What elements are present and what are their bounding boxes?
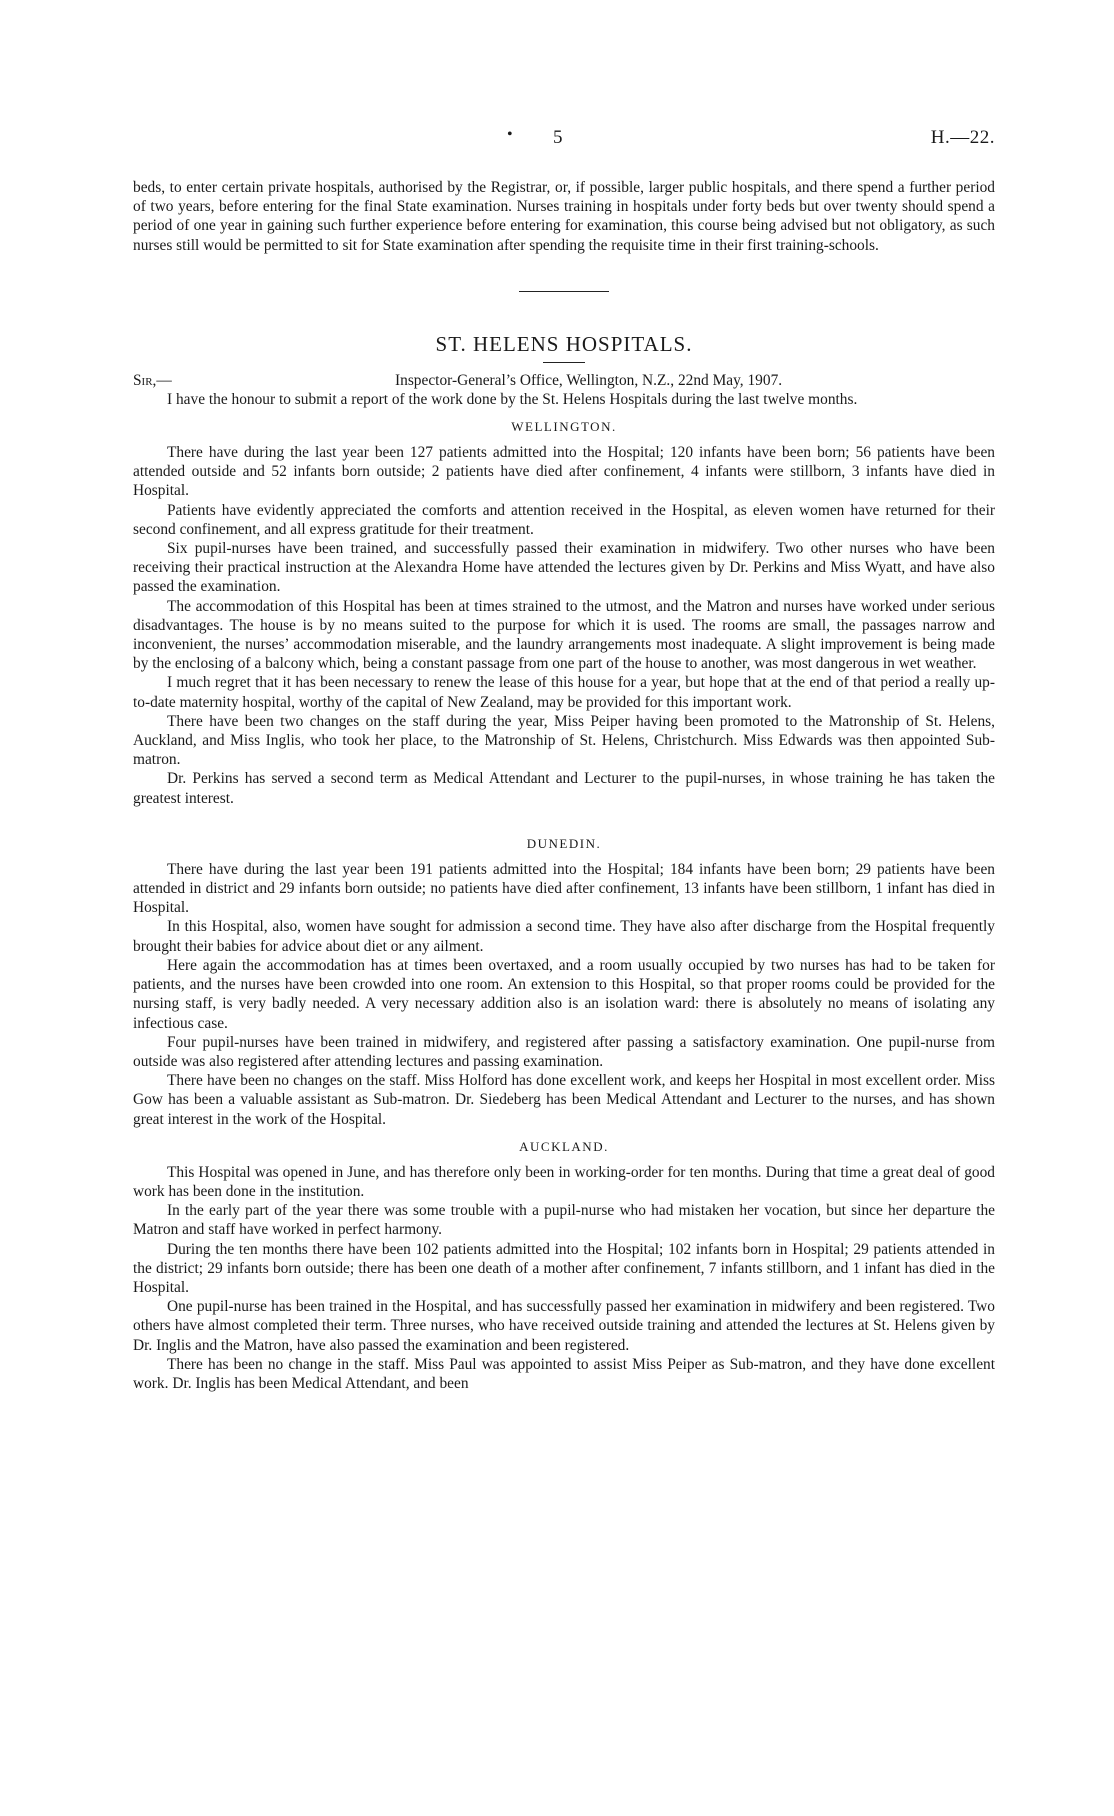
section-title: ST. HELENS HOSPITALS. [435, 331, 693, 356]
dunedin-paragraph: There have during the last year been 191 patients admitted into the Hospital; 184 infants have been born; 29 patients have been attended in district and 29 infants born outside; no patients have died after confinement, 13 infants have been stillborn, 1 infant has died in Hospital. [133, 860, 995, 917]
wellington-paragraph: Dr. Perkins has served a second term as Medical Attendant and Lecturer to the pupil-nurses, in whose training he has taken the greatest interest. [133, 770, 995, 807]
wellington-paragraph: There have during the last year been 127 patients admitted into the Hospital; 120 infants have been born; 56 patients have been attended outside and 52 infants born outside; 2 patients have died after confinement, 4 infants were stillborn, 3 infants have died in Hospital. [133, 444, 995, 500]
dunedin-paragraph: In this Hospital, also, women have sought for admission a second time. They have also after discharge from the Hospital frequently brought their babies for advice about diet or any ailment. [133, 918, 995, 955]
wellington-paragraph: Six pupil-nurses have been trained, and successfully passed their examination in midwifery. Two other nurses who have been receiving their practical instruction at the Alexandra Home have attended the lectures given by Dr. Perkins and Miss Wyatt, and have also passed the examination. [133, 540, 995, 596]
letter-salutation: Sir,— [133, 371, 172, 389]
dunedin-paragraph: Here again the accommodation has at times been overtaxed, and a room usually occupied by two nurses has had to be taken for patients, and the nurses have been crowded into one room. An extension to this Hospital, so that proper rooms could be provided for the nursing staff, is very badly needed. A very necessary addition also is an isolation ward: there is absolutely no means of isolating any infectious case. [133, 956, 995, 1032]
section-divider [519, 291, 609, 292]
heading-dunedin: DUNEDIN. [526, 835, 602, 851]
wellington-paragraph: Patients have evidently appreciated the comforts and attention received in the Hospital, as eleven women have returned for their second confinement, and all express gratitude for their treatment. [133, 501, 995, 538]
wellington-paragraph: There have been two changes on the staff during the year, Miss Peiper having been promoted to the Matronship of St. Helens, Auckland, and Miss Inglis, who took her place, to the Matronship of St. Helens, Christchurch. Miss Edwards was then appointed Sub-matron. [133, 712, 995, 769]
wellington-paragraph: I much regret that it has been necessary to renew the lease of this house for a year, but hope that at the end of that period a really up-to-date maternity hospital, worthy of the capital of New Zealand, may be provided for this important work. [133, 674, 995, 711]
auckland-paragraph: In the early part of the year there was some trouble with a pupil-nurse who had mistaken her vocation, but since her departure the Matron and staff have worked in perfect harmony. [133, 1202, 995, 1239]
page-number: 5 [553, 127, 563, 148]
document-reference: H.—22. [930, 127, 995, 148]
page-header [133, 128, 995, 154]
auckland-paragraph: This Hospital was opened in June, and has therefore only been in working-order for ten months. During that time a great deal of good work has been done in the institution. [133, 1163, 995, 1200]
header-dot: • [507, 126, 513, 143]
auckland-paragraph: One pupil-nurse has been trained in the Hospital, and has successfully passed her examination in midwifery and been registered. Two others have almost completed their term. Three nurses, who have received outside training and attended the lectures at St. Helens given by Dr. Inglis and the Matron, have also passed the examination and been registered. [133, 1298, 995, 1354]
letter-opening: I have the honour to submit a report of the work done by the St. Helens Hospitals during the last twelve months. [167, 390, 858, 408]
auckland-paragraph: During the ten months there have been 102 patients admitted into the Hospital; 102 infants born in Hospital; 29 patients attended in the district; 29 infants born outside; there has been one death of a mother after confinement, 7 infants stillborn, and 1 infant has died in the Hospital. [133, 1240, 995, 1296]
dunedin-paragraph: Four pupil-nurses have been trained in midwifery, and registered after passing a satisfactory examination. One pupil-nurse from outside was also registered after attending lectures and passing examination. [133, 1033, 995, 1070]
heading-auckland: AUCKLAND. [519, 1138, 609, 1154]
heading-wellington: WELLINGTON. [511, 419, 617, 435]
letter-origin: Inspector-General’s Office, Wellington, N.Z., 22nd May, 1907. [395, 371, 783, 389]
document-page [133, 128, 995, 1393]
title-underline [543, 362, 585, 363]
auckland-paragraph: There has been no change in the staff. Miss Paul was appointed to assist Miss Peiper as Sub-matron, and they have done excellent work. Dr. Inglis has been Medical Attendant, and been [133, 1355, 995, 1392]
dunedin-paragraph: There have been no changes on the staff. Miss Holford has done excellent work, and keeps her Hospital in most excellent order. Miss Gow has been a valuable assistant as Sub-matron. Dr. Siedeberg has been Medical Attendant and Lecturer to the nurses, and has shown great interest in the work of the Hospital. [133, 1072, 995, 1128]
letter-address-line [133, 371, 995, 390]
intro-paragraph: beds, to enter certain private hospitals, authorised by the Registrar, or, if possible, larger public hospitals, and there spend a further period of two years, before entering for the final State examination. Nurses training in hospitals under forty beds but over twenty should spend a period of one year in gaining such further experience before entering for examination, this course being advised but not obligatory, as such nurses still would be permitted to sit for State examination after spending the requisite time in their first training-schools. [133, 179, 995, 254]
wellington-paragraph: The accommodation of this Hospital has been at times strained to the utmost, and the Matron and nurses have worked under serious disadvantages. The house is by no means suited to the purpose for which it is used. The rooms are small, the passages narrow and inconvenient, the nurses’ accommodation miserable, and the laundry arrangements most inadequate. A slight improvement is being made by the enclosing of a balcony which, being a constant passage from one part of the house to another, was most dangerous in wet weather. [133, 597, 995, 673]
